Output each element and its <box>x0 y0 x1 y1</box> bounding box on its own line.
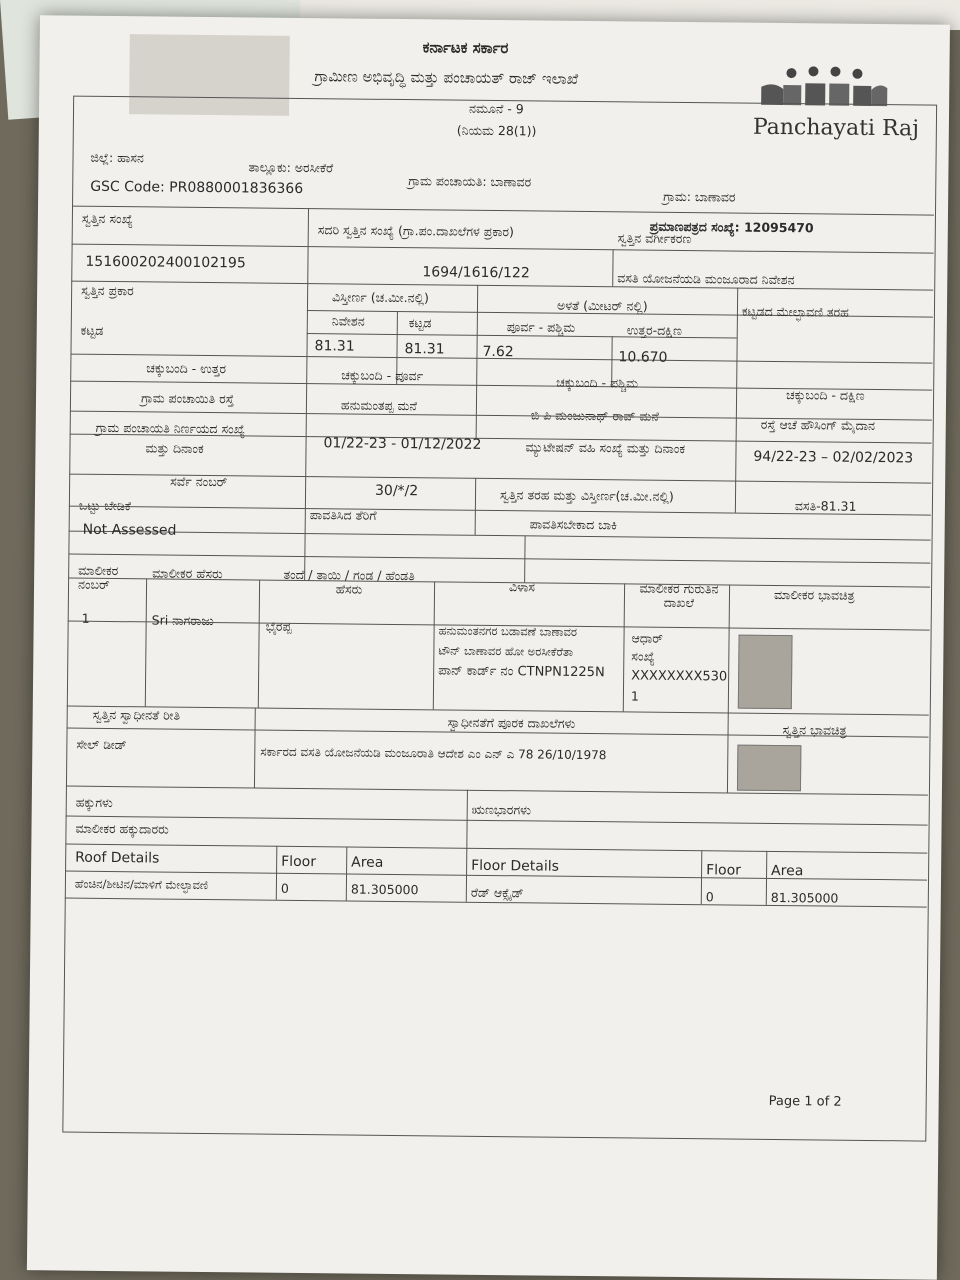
member-no-label: ಸದರಿ ಸ್ವತ್ತಿನ ಸಂಖ್ಯೆ (ಗ್ರಾ.ಪಂ.ದಾಖಲೆಗಳ ಪ್ರಕಾರ) <box>317 222 515 240</box>
type-area-label: ಸ್ವತ್ತಿನ ತರಹ ಮತ್ತು ವಿಸ್ತೀರ್ಣ(ಚ.ಮೀ.ನಲ್ಲಿ) <box>499 487 674 504</box>
building-area-value: 81.31 <box>404 341 445 358</box>
area-label: ವಿಸ್ತೀರ್ಣ (ಚ.ಮೀ.ನಲ್ಲಿ) <box>332 289 430 306</box>
supporting-docs-label: ಸ್ವಾಧೀನತೆಗೆ ಪೂರಕ ದಾಖಲೆಗಳು <box>447 714 576 731</box>
paid-tax-label: ಪಾವತಿಸಿದ ತೆರಿಗೆ <box>309 507 377 523</box>
supporting-docs-value: ಸರ್ಕಾರದ ವಸತಿ ಯೋಜನೆಯಡಿ ಮಂಜೂರಾತಿ ಆದೇಶ ಎಂ ಎನ್ ಎ 78 26/10/1978 <box>260 744 607 763</box>
liabilities-label: ಋಣಭಾರಗಳು <box>471 801 532 818</box>
roof-floor-header: Floor <box>281 853 317 871</box>
department-title: ಗ್ರಾಮೀಣ ಅಭಿವೃದ್ಧಿ ಮತ್ತು ಪಂಚಾಯತ್ ರಾಜ್ ಇಲಾಖೆ <box>314 67 579 88</box>
village: ಗ್ರಾಮ: ಬಾಣಾವರ <box>663 188 736 205</box>
property-photo-label: ಸ್ವತ್ತಿನ ಭಾವಚಿತ್ರ <box>782 722 847 738</box>
mutation-label: ಮ್ಯುಟೇಷನ್ ವಹಿ ಸಂಖ್ಯೆ ಮತ್ತು ದಿನಾಂಕ <box>525 439 686 457</box>
survey-label: ಸರ್ವೆ ನಂಬರ್ <box>170 473 228 490</box>
north-south-label: ಉತ್ತರ-ದಕ್ಷಿಣ <box>626 322 682 338</box>
id-line-3: XXXXXXXX530 <box>631 668 728 685</box>
roof-details-header: Roof Details <box>75 849 160 867</box>
resolution-label-1: ಗ್ರಾಮ ಪಂಚಾಯತಿ ನಿರ್ಣಯದ ಸಂಖ್ಯೆ <box>95 419 246 437</box>
resolution-value: 01/22-23 - 01/12/2022 <box>323 435 482 453</box>
page-number: Page 1 of 2 <box>768 1093 842 1110</box>
gram-panchayat: ಗ್ರಾಮ ಪಂಚಾಯತಿ: ಬಾಣಾವರ <box>408 173 532 190</box>
type-area-value: ವಸತಿ-81.31 <box>794 498 857 514</box>
site-label: ನಿವೇಶನ <box>331 313 365 329</box>
total-demand-label: ಒಟ್ಟು ಬೇಡಿಕೆ <box>78 497 132 514</box>
assessment-status: Not Assessed <box>82 521 177 539</box>
property-id-value: 151600202400102195 <box>85 253 246 272</box>
east-west-label: ಪೂರ್ವ - ಪಶ್ಚಿಮ <box>506 319 576 335</box>
owner-name: Sri ನಾಗರಾಜು <box>151 612 214 629</box>
north-boundary-value: ಗ್ರಾಮ ಪಂಚಾಯಿತಿ ರಸ್ತೆ <box>140 390 235 407</box>
acquisition-method-label: ಸ್ವತ್ತಿನ ಸ್ವಾಧೀನತೆ ರೀತಿ <box>92 706 181 723</box>
west-boundary-value: ಬಿ ಪಿ ಮಂಜುನಾಥ್ ರಾವ್ ಮನೆ <box>530 407 659 424</box>
floor-area-value: 81.305000 <box>770 889 839 906</box>
id-line-1: ಆಧಾರ್ <box>631 630 664 646</box>
building-label: ಕಟ್ಟಡ <box>408 315 432 331</box>
east-boundary-label: ಚಕ್ಕುಬಂದಿ - ಪೂರ್ವ <box>341 367 424 384</box>
survey-value: 30/*/2 <box>374 482 419 500</box>
floor-type: ರೆಡ್ ಆಕ್ಸೈಡ್ <box>470 884 524 901</box>
owner-photo <box>738 635 793 710</box>
form-number: ನಮೂನೆ - 9 <box>468 100 524 117</box>
id-line-2: ಸಂಖ್ಯೆ <box>631 648 655 664</box>
property-photo <box>737 745 801 792</box>
classification-value: ವಸತಿ ಯೋಜನೆಯಡಿ ಮಂಜೂರಾದ ನಿವೇಶನ <box>617 270 795 288</box>
east-boundary-value: ಹನುಮಂತಪ್ಪ ಮನೆ <box>340 397 417 414</box>
member-no-value: 1694/1616/122 <box>422 264 530 282</box>
address-header: ವಿಳಾಸ <box>508 579 536 595</box>
resolution-label-2: ಮತ್ತು ದಿನಾಂಕ <box>145 440 204 456</box>
owner-no-header: ಮಾಲೀಕರ ನಂಬರ್ <box>77 562 119 593</box>
certificate-number: ಪ್ರಮಾಣಪತ್ರದ ಸಂಖ್ಯೆ: 12095470 <box>649 218 814 236</box>
acquisition-method-value: ಸೇಲ್ ಡೀಡ್ <box>76 736 127 753</box>
west-boundary-label: ಚಕ್ಕುಬಂದಿ - ಪಶ್ಚಿಮ <box>556 374 639 391</box>
rule-number: (ನಿಯಮ 28(1)) <box>456 122 537 139</box>
construction-type-label: ಕಟ್ಟಡದ ಮೇಲ್ಛಾವಣಿ ತರಹ <box>741 303 849 320</box>
east-west-value: 7.62 <box>482 343 514 361</box>
gsc-code: GSC Code: PR0880001836366 <box>90 178 304 197</box>
state-title: ಕರ್ನಾಟಕ ಸರ್ಕಾರ <box>422 38 509 58</box>
document-page <box>27 15 950 1279</box>
classification-label: ಸ್ವತ್ತಿನ ವರ್ಗೀಕರಣ <box>617 230 692 247</box>
dimensions-label: ಅಳತೆ (ಮೀಟರ್ ನಲ್ಲಿ) <box>556 297 648 314</box>
floor-details-header: Floor Details <box>471 857 560 875</box>
property-type-label: ಸ್ವತ್ತಿನ ಪ್ರಕಾರ <box>81 282 134 299</box>
owner-relation: ಭೈರಪ್ಪ <box>265 618 292 634</box>
roof-type: ಹೆಂಚಿನ/ಶೀಟಿನ/ಮಾಳಿಗೆ ಮೇಲ್ಛಾವಣಿ <box>74 876 209 893</box>
roof-area-value: 81.305000 <box>350 881 419 898</box>
relation-header: ತಂದೆ / ತಾಯಿ / ಗಂಡ / ಹೆಂಡತಿ ಹೆಸರು <box>283 566 415 598</box>
floor-floor-header: Floor <box>706 862 742 879</box>
building-row-label: ಕಟ್ಟಡ <box>80 322 104 338</box>
mutation-value: 94/22-23 – 02/02/2023 <box>753 448 914 467</box>
north-south-value: 10.670 <box>618 349 668 366</box>
north-boundary-label: ಚಕ್ಕುಬಂದಿ - ಉತ್ತರ <box>146 360 227 377</box>
holders-label: ಮಾಲೀಕರ ಹಕ್ಕುದಾರರು <box>75 820 169 837</box>
due-balance-label: ಪಾವತಿಸಬೇಕಾದ ಬಾಕಿ <box>529 516 618 533</box>
floor-floor-value: 0 <box>705 889 714 905</box>
address-line-1: ಹನುಮಂತನಗರ ಬಡಾವಣೆ ಬಾಣಾವರ <box>438 623 578 639</box>
id-line-4: 1 <box>630 688 639 704</box>
owner-photo-header: ಮಾಲೀಕರ ಭಾವಚಿತ್ರ <box>773 586 855 603</box>
id-doc-header: ಮಾಲೀಕರ ಗುರುತಿನ ದಾಖಲೆ <box>639 580 719 611</box>
taluk: ತಾಲ್ಲೂಕು: ಅರಸೀಕೆರೆ <box>248 159 334 176</box>
property-id-label: ಸ್ವತ್ತಿನ ಸಂಖ್ಯೆ <box>81 210 133 227</box>
logo-text: Panchayati Raj <box>752 114 920 142</box>
roof-floor-value: 0 <box>280 880 289 896</box>
district: ಜಿಲ್ಲೆ: ಹಾಸನ <box>90 149 144 166</box>
floor-area-header: Area <box>771 862 804 880</box>
roof-area-header: Area <box>351 854 384 871</box>
site-area-value: 81.31 <box>314 338 355 355</box>
address-line-2: ಟೌನ್ ಬಾಣಾವರ ಹೋ ಅರಸೀಕೆರೆತಾ <box>438 643 574 659</box>
owner-no: 1 <box>81 610 90 626</box>
rights-label: ಹಕ್ಕುಗಳು <box>75 794 113 811</box>
south-boundary-label: ಚಕ್ಕುಬಂದಿ - ದಕ್ಷಿಣ <box>786 387 865 403</box>
owner-name-header: ಮಾಲೀಕರ ಹೆಸರು <box>152 565 223 582</box>
south-boundary-value: ರಸ್ತೆ ಆಚೆ ಹೌಸಿಂಗ್ ಮೈದಾನ <box>760 416 876 434</box>
address-line-3: ಪಾನ್ ಕಾರ್ಡ್ ನಂ CTNPN1225N <box>438 663 605 681</box>
